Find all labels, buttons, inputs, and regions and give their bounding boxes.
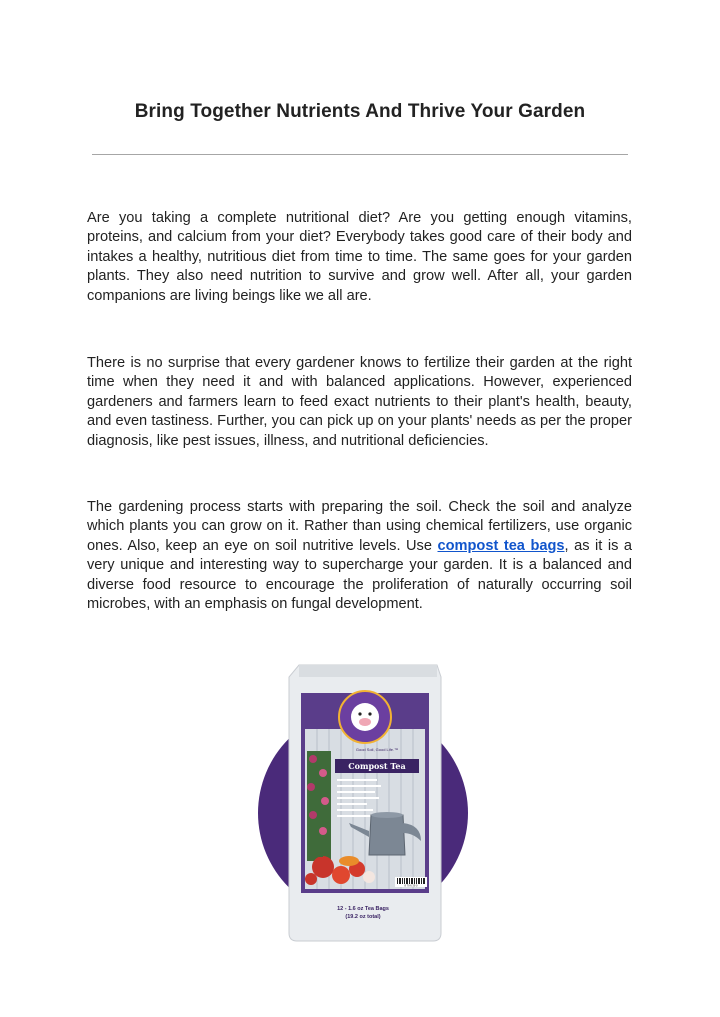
cow-face: [351, 703, 379, 731]
paragraph-2: There is no surprise that every gardener knows to fertilize their garden at the right time when they need it and with balanced applications. However, experienced gardeners and farmers learn to feed exact nutrients to their plant's health, beauty, and even tastiness. Further, you can pick up on your plants' needs as per the proper diagnosis, like pest issues, illness, and nutritional deficiencies.: [87, 355, 632, 449]
product-tagline: Good Soil, Good Life.™: [355, 747, 399, 752]
product-weight-line1: 12 - 1.6 oz Tea Bags: [337, 906, 389, 912]
product-weight-line2: (19.2 oz total): [345, 914, 381, 920]
flower-vine: [307, 751, 331, 861]
compost-tea-bags-link[interactable]: compost tea bags: [437, 537, 565, 554]
pouch-seal: [299, 665, 437, 677]
barcode-number: 8 79 6 39 0: [404, 884, 418, 888]
paragraph-3-text-after: , as it is a very unique and interesting way to supercharge your garden. It is a balanced and diverse food resource to encourage the proliferation of naturally occurring soil microbes, with an emphasis on fungal development.: [87, 537, 633, 613]
product-image: [253, 655, 473, 955]
paragraph-3-text-before: The gardening process starts with preparing the soil. Check the soil and analyze which plants you can grow on it. Rather than using chemical fertilizers, use organic ones. Also, keep an eye on soil nutritive levels. Use: [87, 499, 632, 554]
paragraph-1: Are you taking a complete nutritional diet? Are you getting enough vitamins, proteins, and calcium from your diet? Everybody takes good care of their body and intakes a healthy, nutritious diet from time to time. The same goes for your garden plants. They also need nutrition to survive and grow well. After all, your garden companions are living beings like we all are.: [87, 210, 632, 304]
paragraph-3: [87, 498, 632, 614]
product-name: Compost Tea: [348, 761, 406, 771]
title-divider: [92, 154, 628, 155]
article-title: Bring Together Nutrients And Thrive Your Garden: [134, 101, 586, 122]
barcode: [395, 877, 427, 888]
